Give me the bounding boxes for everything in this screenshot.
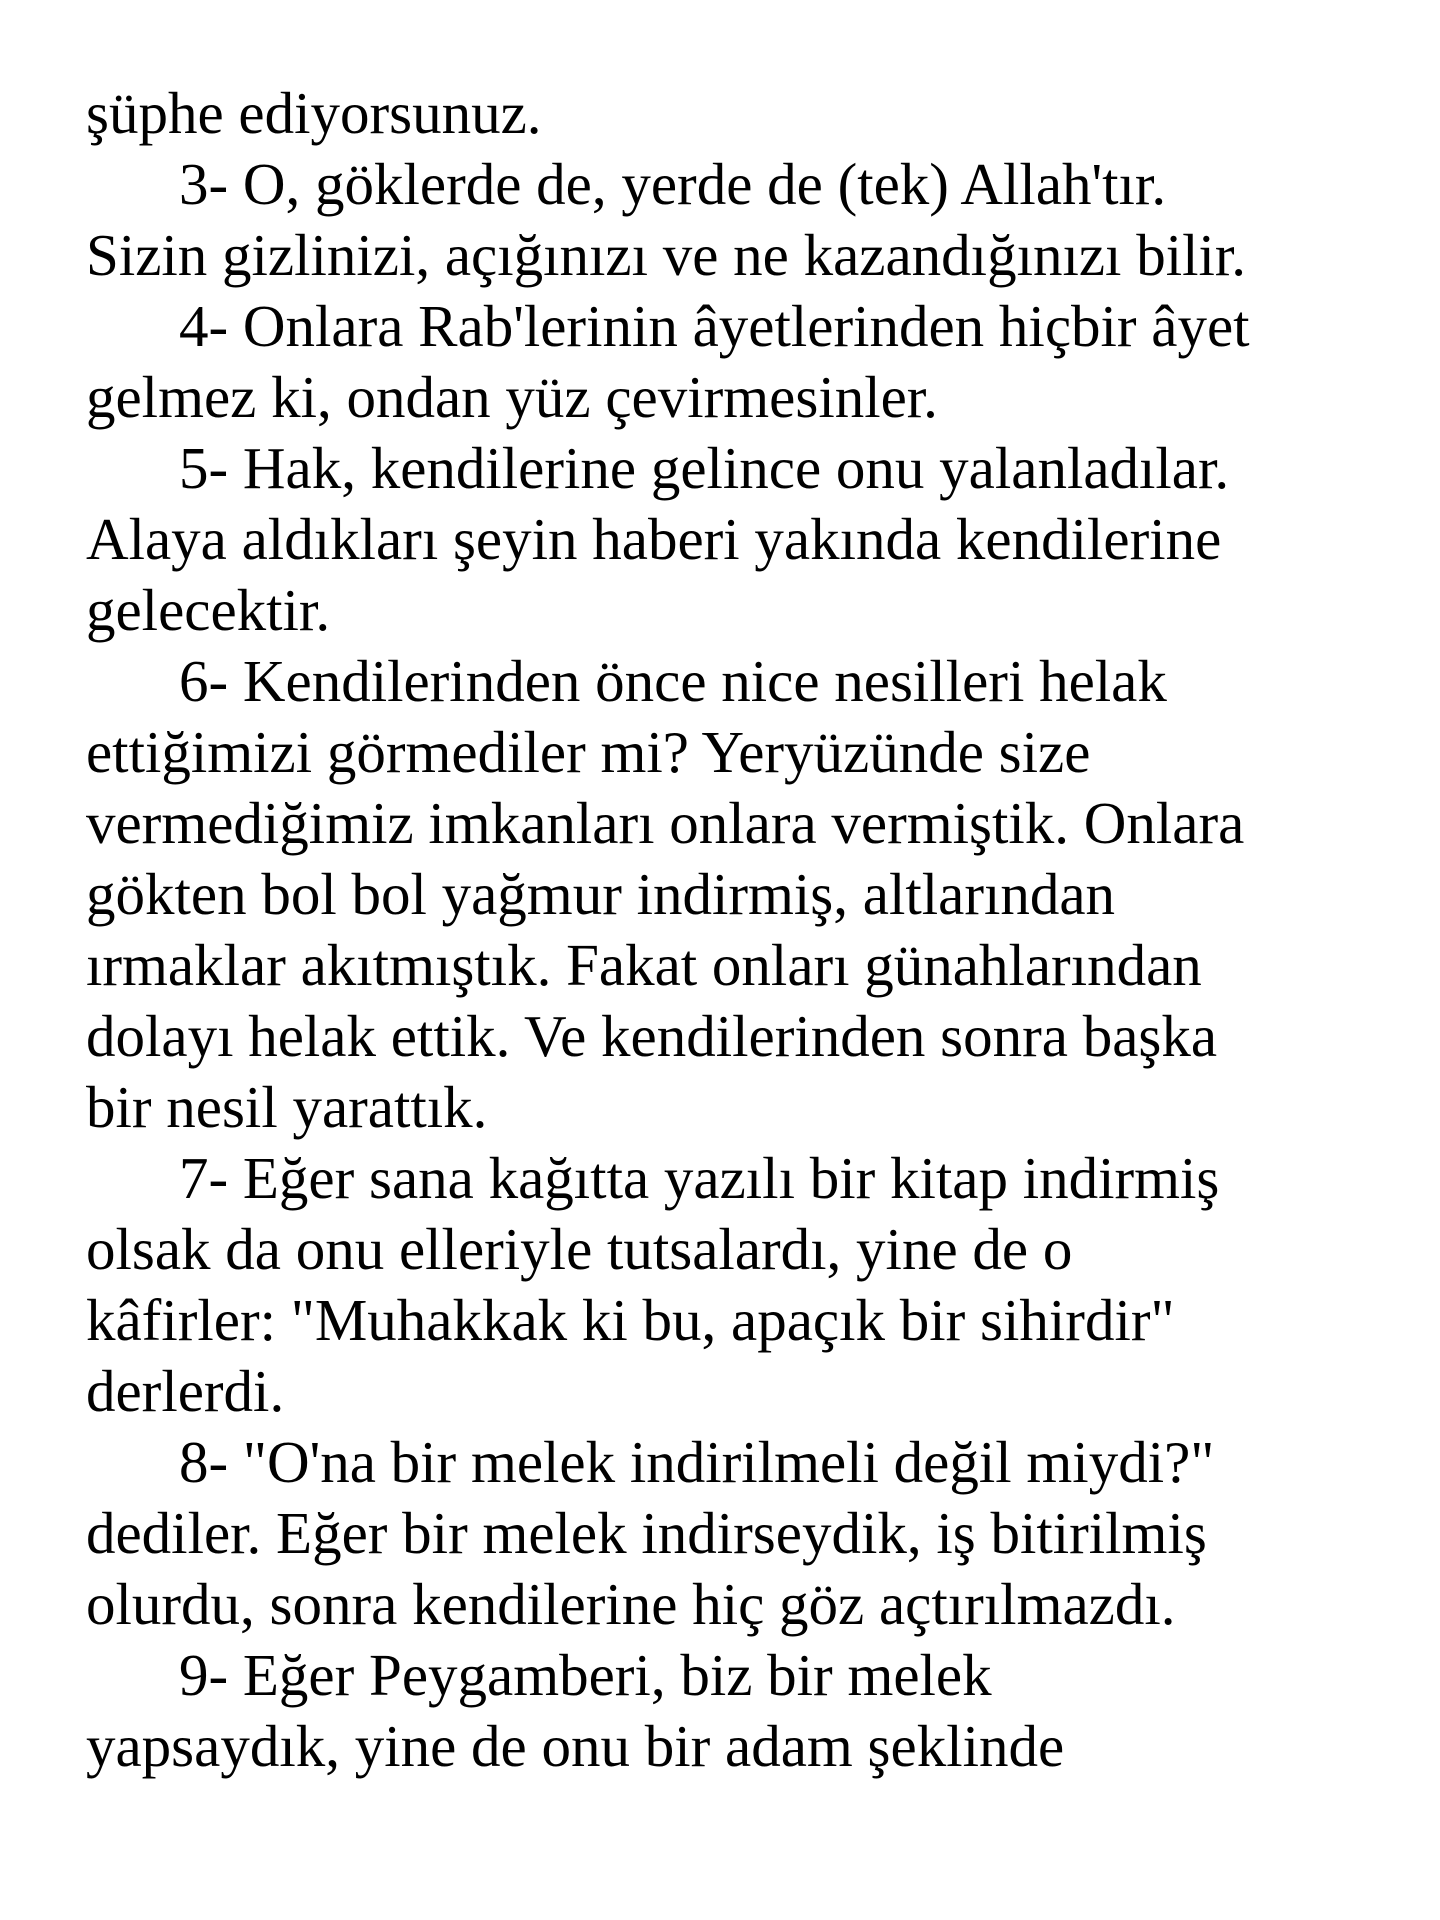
text-line: ırmaklar akıtmıştık. Fakat onları günahlarından: [86, 932, 1202, 998]
text-line: dediler. Eğer bir melek indirseydik, iş bitirilmiş: [86, 1500, 1207, 1566]
text-line: 5- Hak, kendilerine gelince onu yalanladılar.: [179, 435, 1230, 501]
text-line: Alaya aldıkları şeyin haberi yakında kendilerine: [86, 506, 1222, 572]
text-line: gelecektir.: [86, 577, 331, 643]
text-line: yapsaydık, yine de onu bir adam şeklinde: [86, 1713, 1065, 1779]
text-line: 8- "O'na bir melek indirilmeli değil miydi?": [179, 1429, 1215, 1495]
text-line: dolayı helak ettik. Ve kendilerinden sonra başka: [86, 1003, 1218, 1069]
text-line: ettiğimizi görmediler mi? Yeryüzünde size: [86, 719, 1091, 785]
text-line: 6- Kendilerinden önce nice nesilleri helak: [179, 648, 1167, 714]
text-line: şüphe ediyorsunuz.: [86, 80, 542, 146]
text-line: 4- Onlara Rab'lerinin âyetlerinden hiçbir âyet: [179, 293, 1250, 359]
document-page: [86, 78, 1406, 1782]
text-line: Sizin gizlinizi, açığınızı ve ne kazandığınızı bilir.: [86, 222, 1247, 288]
text-line: kâfirler: "Muhakkak ki bu, apaçık bir sihirdir": [86, 1287, 1175, 1353]
text-line: gökten bol bol yağmur indirmiş, altlarından: [86, 861, 1116, 927]
text-line: 7- Eğer sana kağıtta yazılı bir kitap indirmiş: [179, 1145, 1220, 1211]
text-line: 3- O, göklerde de, yerde de (tek) Allah'tır.: [179, 151, 1167, 217]
text-line: gelmez ki, ondan yüz çevirmesinler.: [86, 364, 938, 430]
text-line: vermediğimiz imkanları onlara vermiştik. Onlara: [86, 790, 1245, 856]
text-line: olsak da onu elleriyle tutsalardı, yine de o: [86, 1216, 1073, 1282]
text-line: derlerdi.: [86, 1358, 285, 1424]
text-line: olurdu, sonra kendilerine hiç göz açtırılmazdı.: [86, 1571, 1176, 1637]
text-line: 9- Eğer Peygamberi, biz bir melek: [179, 1642, 992, 1708]
text-line: bir nesil yarattık.: [86, 1074, 488, 1140]
